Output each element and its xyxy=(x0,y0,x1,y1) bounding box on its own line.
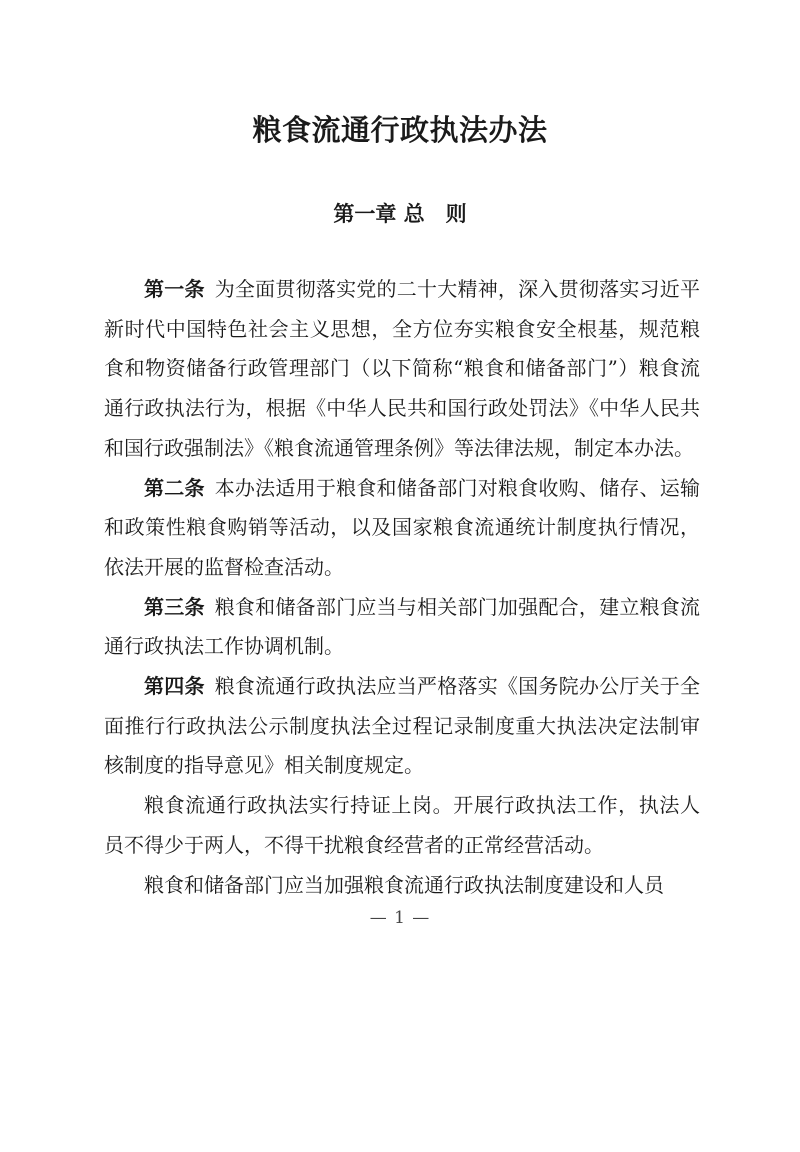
article-text: 粮食流通行政执法应当严格落实《国务院办公厅关于全面推行行政执法公示制度执法全过程记录制度重大执法决定法制审核制度的指导意见》相关制度规定。 xyxy=(104,674,701,778)
article-paragraph xyxy=(104,270,700,469)
article-text: 粮食流通行政执法实行持证上岗。开展行政执法工作，执法人员不得少于两人，不得干扰粮食经营者的正常经营活动。 xyxy=(104,793,700,857)
article-label: 第一条 xyxy=(144,277,205,301)
article-paragraph xyxy=(104,588,700,667)
article-paragraph xyxy=(104,786,700,865)
article-text: 为全面贯彻落实党的二十大精神，深入贯彻落实习近平新时代中国特色社会主义思想，全方位夯实粮食安全根基，规范粮食和物资储备行政管理部门（以下简称“粮食和储备部门”）粮食流通行政执法行为，根据《中华人民共和国行政处罚法》《中华人民共和国行政强制法》《粮食流通管理条例》等法律法规，制定本办法。 xyxy=(104,277,701,460)
article-label: 第二条 xyxy=(144,475,205,500)
page-number: — 1 — xyxy=(369,908,431,929)
article-paragraph xyxy=(104,667,700,786)
article-text: 本办法适用于粮食和储备部门对粮食收购、储存、运输和政策性粮食购销等活动，以及国家粮食流通统计制度执行情况，依法开展的监督检查活动。 xyxy=(104,475,701,579)
document-title: 粮食流通行政执法办法 xyxy=(252,113,548,147)
article-text: 粮食和储备部门应当加强粮食流通行政执法制度建设和人员 xyxy=(144,872,664,897)
chapter-heading: 第一章 总 则 xyxy=(333,202,467,226)
article-text: 粮食和储备部门应当与相关部门加强配合，建立粮食流通行政执法工作协调机制。 xyxy=(104,594,701,659)
article-paragraph xyxy=(104,866,700,906)
article-label: 第三条 xyxy=(144,594,205,619)
article-paragraph xyxy=(104,469,700,588)
article-label: 第四条 xyxy=(144,674,205,699)
document-page xyxy=(0,108,800,1152)
document-body xyxy=(104,270,700,905)
